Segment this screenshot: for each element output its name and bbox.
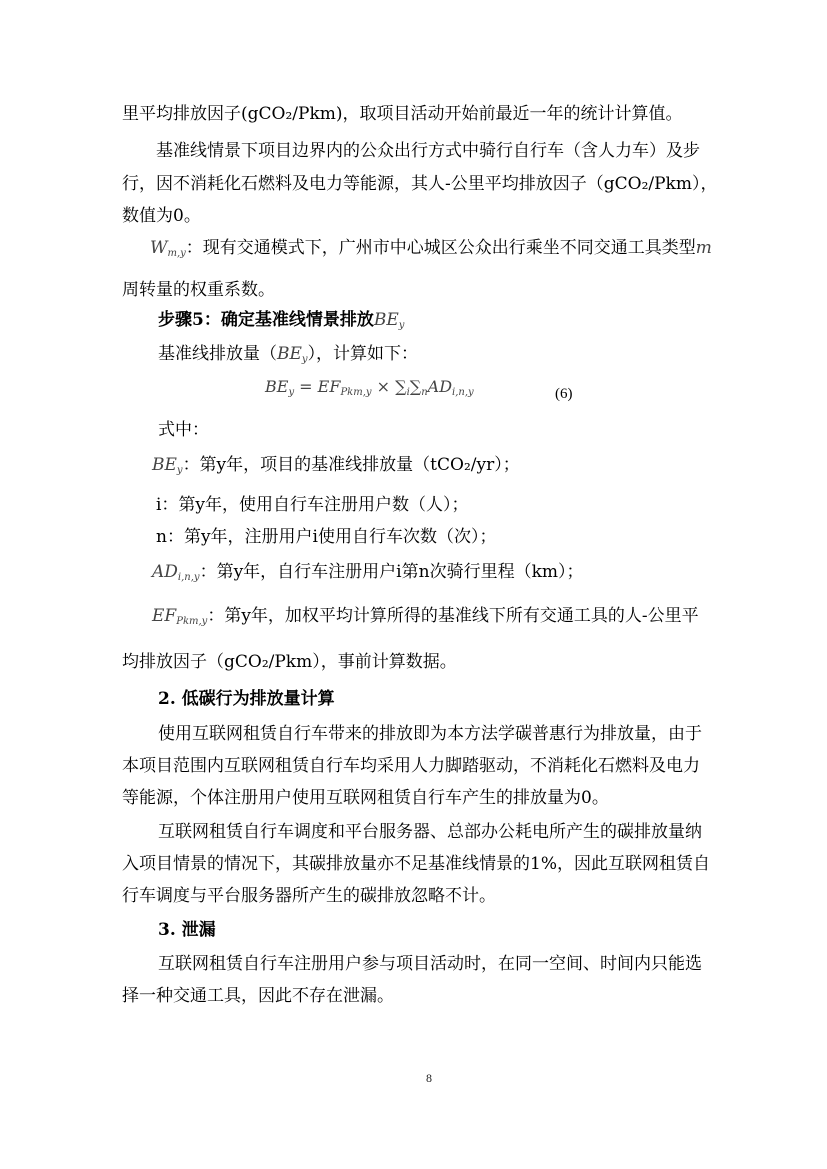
be-intro-line: 基准线排放量$(BE_y)$，计算如下： bbox=[158, 344, 419, 365]
ad-symbol: $AD_{i,n,y}$ bbox=[152, 562, 200, 583]
paragraph-line: 择一种交通工具，因此不存在泄漏。 bbox=[122, 986, 394, 1006]
paragraph-line: 周转量的权重系数。 bbox=[122, 280, 275, 300]
ef-symbol: $EF_{Pkm,y}$ bbox=[152, 606, 208, 627]
w-text: ：现有交通模式下，广州市中心城区公众出行乘坐不同交通工具类型 bbox=[185, 238, 696, 258]
definition-i: i：第y年，使用自行车注册用户数（人）； bbox=[156, 495, 469, 515]
definition-be: $BE_y$：第y年，项目的基准线排放量（tCO₂/yr）； bbox=[152, 455, 520, 476]
paragraph-line: 里平均排放因子(gCO₂/Pkm)，取项目活动开始前最近一年的统计计算值。 bbox=[122, 104, 683, 124]
paragraph-line: 行车调度与平台服务器所产生的碳排放忽略不计。 bbox=[122, 886, 496, 906]
equation-number: (6) bbox=[555, 386, 573, 402]
definition-n: n：第y年，注册用户i使用自行车次数（次）； bbox=[156, 527, 497, 547]
paragraph-line: 数值为0。 bbox=[122, 206, 201, 226]
where-label: 式中： bbox=[158, 420, 209, 440]
definition-ad: $AD_{i,n,y}$：第y年，自行车注册用户i第n次骑行里程（km）； bbox=[152, 562, 584, 583]
definition-ef: $EF_{Pkm,y}$：第y年，加权平均计算所得的基准线下所有交通工具的人-公里平 bbox=[152, 606, 699, 627]
paragraph-line: 互联网租赁自行车注册用户参与项目活动时，在同一空间、时间内只能选 bbox=[158, 954, 702, 974]
m-symbol: m bbox=[695, 238, 712, 258]
section-heading-3: 3. 泄漏 bbox=[158, 920, 216, 940]
be-symbol: $BE_y$ bbox=[373, 310, 405, 331]
be-symbol: $BE_y$ bbox=[277, 344, 308, 365]
paragraph-line: 基准线情景下项目边界内的公众出行方式中骑行自行车（含人力车）及步 bbox=[156, 141, 700, 161]
w-symbol: $W_{m,y}$ bbox=[150, 238, 186, 259]
section-heading-2: 2. 低碳行为排放量计算 bbox=[158, 689, 335, 709]
paragraph-line: 入项目情景的情况下，其碳排放量亦不足基准线情景的1%，因此互联网租赁自 bbox=[122, 854, 710, 874]
paragraph-line: 均排放因子（gCO₂/Pkm），事前计算数据。 bbox=[122, 652, 457, 672]
paragraph-line: 行，因不消耗化石燃料及电力等能源，其人-公里平均排放因子（gCO₂/Pkm）， bbox=[122, 174, 718, 194]
paragraph-line: 本项目范围内互联网租赁自行车均采用人力脚踏驱动，不消耗化石燃料及电力 bbox=[122, 756, 700, 776]
step5-heading: 步骤5：确定基准线情景排放$BE_y$ bbox=[158, 310, 405, 331]
be-symbol: $BE_y$ bbox=[152, 455, 183, 476]
paragraph-line: 等能源，个体注册用户使用互联网租赁自行车产生的排放量为0。 bbox=[122, 788, 609, 808]
page-number: 8 bbox=[426, 1071, 432, 1085]
paragraph-line: 互联网租赁自行车调度和平台服务器、总部办公耗电所产生的碳排放量纳 bbox=[158, 822, 702, 842]
weight-definition-line bbox=[150, 238, 712, 264]
equation-6: $BE_y = EF_{Pkm,y} \times \sum_i\sum_nAD_{i,n,y}$ bbox=[265, 377, 474, 398]
paragraph-line: 使用互联网租赁自行车带来的排放即为本方法学碳普惠行为排放量，由于 bbox=[158, 724, 702, 744]
